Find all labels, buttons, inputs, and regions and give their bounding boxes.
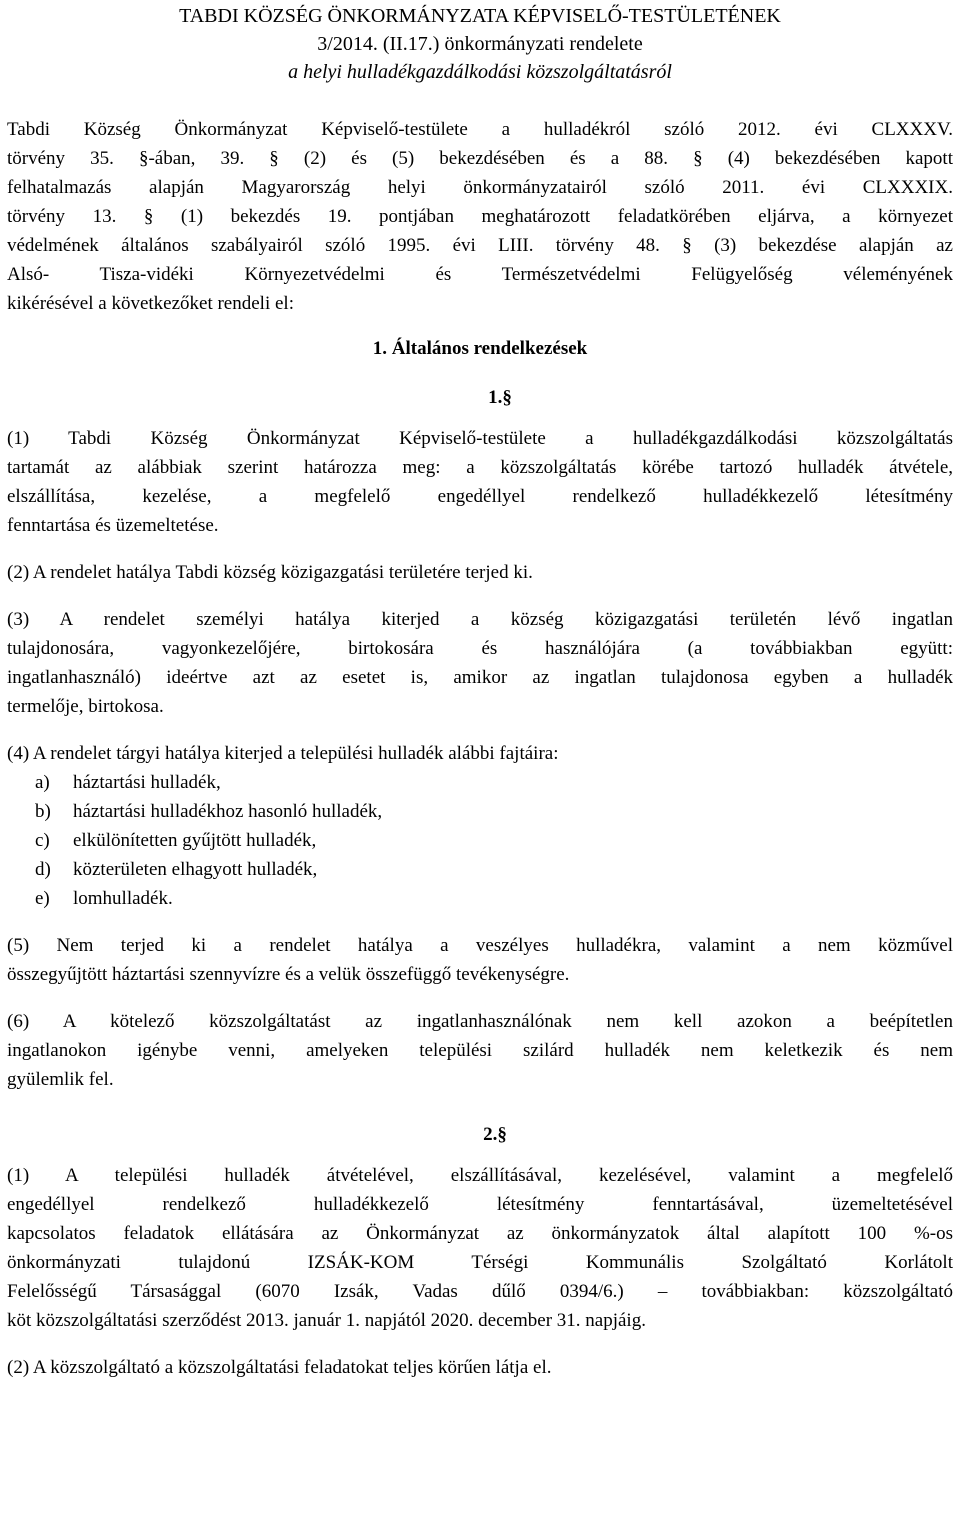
text-line: Tabdi Község Önkormányzat Képviselő-testülete a hulladékról szóló 2012. évi CLXXXV. — [7, 119, 953, 140]
list-item — [7, 884, 953, 913]
list-item — [7, 855, 953, 884]
section-2-paragraph-1 — [7, 1161, 953, 1335]
title-line-2: 3/2014. (II.17.) önkormányzati rendelete — [317, 33, 643, 55]
text-line: összegyűjtött háztartási szennyvízre és a velük összefüggő tevékenységre. — [7, 964, 570, 985]
text-line: Alsó- Tisza-vidéki Környezetvédelmi és Természetvédelmi Felügyelőség véleményének — [7, 264, 953, 285]
text-line: felhatalmazás alapján Magyarország helyi önkormányzatairól szóló 2011. évi CLXXXIX. — [7, 177, 953, 198]
list-item-text: háztartási hulladékhoz hasonló hulladék, — [73, 801, 383, 822]
text-line: (5) Nem terjed ki a rendelet hatálya a veszélyes hulladékra, valamint a nem közművel — [7, 935, 953, 956]
text-line: tartamát az alábbiak szerint határozza meg: a közszolgáltatás körébe tartozó hulladék átvétele, — [7, 457, 953, 478]
list-item — [7, 797, 953, 826]
text-line: (1) Tabdi Község Önkormányzat Képviselő-testülete a hulladékgazdálkodási közszolgáltatás — [7, 428, 953, 449]
text-line: (6) A kötelező közszolgáltatást az ingatlanhasználónak nem kell azokon a beépítetlen — [7, 1011, 953, 1032]
list-item-label: c) — [35, 830, 50, 851]
list-item-label: e) — [35, 888, 50, 909]
section-2-paragraph-2: (2) A közszolgáltató a közszolgáltatási feladatokat teljes körűen látja el. — [7, 1357, 552, 1378]
text-line: (3) A rendelet személyi hatálya kiterjed a község közigazgatási területén lévő ingatlan — [7, 609, 953, 630]
list-item-text: közterületen elhagyott hulladék, — [73, 859, 318, 880]
section-1-paragraph-3 — [7, 605, 953, 721]
text-line: önkormányzati tulajdonú IZSÁK-KOM Térségi Kommunális Szolgáltató Korlátolt — [7, 1252, 953, 1273]
list-item — [7, 768, 953, 797]
section-1-number: 1.§ — [488, 387, 512, 408]
section-2-number: 2.§ — [483, 1124, 507, 1145]
list-item-text: elkülönítetten gyűjtött hulladék, — [73, 830, 317, 851]
list-item-text: lomhulladék. — [73, 888, 173, 909]
text-line: Felelősségű Társasággal (6070 Izsák, Vadas dűlő 0394/6.) – továbbiakban: közszolgáltató — [7, 1281, 953, 1302]
section-1-paragraph-2: (2) A rendelet hatálya Tabdi község közigazgatási területére terjed ki. — [7, 562, 533, 583]
text-line: termelője, birtokosa. — [7, 696, 164, 717]
waste-type-list — [7, 768, 953, 913]
section-1-paragraph-5 — [7, 931, 953, 989]
text-line: fenntartása és üzemeltetése. — [7, 515, 219, 536]
section-1-paragraph-4: (4) A rendelet tárgyi hatálya kiterjed a települési hulladék alábbi fajtáira: — [7, 743, 559, 764]
chapter-heading: 1. Általános rendelkezések — [372, 338, 588, 359]
text-line: kikérésével a következőket rendeli el: — [7, 293, 294, 314]
text-line: tulajdonosára, vagyonkezelőjére, birtokosára és használójára (a továbbiakban együtt: — [7, 638, 953, 659]
title-line-1: TABDI KÖZSÉG ÖNKORMÁNYZATA KÉPVISELŐ-TESTÜLETÉNEK — [179, 5, 781, 27]
text-line: elszállítása, kezelése, a megfelelő engedéllyel rendelkező hulladékkezelő létesítmény — [7, 486, 953, 507]
text-line: engedéllyel rendelkező hulladékkezelő létesítmény fenntartásával, üzemeltetésével — [7, 1194, 953, 1215]
list-item — [7, 826, 953, 855]
text-line: (1) A települési hulladék átvételével, elszállításával, kezelésével, valamint a megfelelő — [7, 1165, 953, 1186]
list-item-label: a) — [35, 772, 50, 793]
list-item-text: háztartási hulladék, — [73, 772, 221, 793]
list-item-label: b) — [35, 801, 51, 822]
text-line: törvény 35. §-ában, 39. § (2) és (5) bekezdésében és a 88. § (4) bekezdésében kapott — [7, 148, 953, 169]
section-1-paragraph-1 — [7, 424, 953, 540]
text-line: ingatlanokon igénybe venni, amelyeken települési szilárd hulladék nem keletkezik és nem — [7, 1040, 953, 1061]
text-line: köt közszolgáltatási szerződést 2013. január 1. napjától 2020. december 31. napjáig. — [7, 1310, 646, 1331]
text-line: védelmének általános szabályairól szóló 1995. évi LIII. törvény 48. § (3) bekezdése alapján az — [7, 235, 953, 256]
text-line: törvény 13. § (1) bekezdés 19. pontjában meghatározott feladatkörében eljárva, a környezet — [7, 206, 953, 227]
text-line: kapcsolatos feladatok ellátására az Önkormányzat az önkormányzatok által alapított 100 %-os — [7, 1223, 953, 1244]
preamble — [7, 115, 953, 318]
section-1-paragraph-6 — [7, 1007, 953, 1094]
text-line: ingatlanhasználó) ideértve azt az esetet is, amikor az ingatlan tulajdonosa egyben a hulladék — [7, 667, 953, 688]
text-line: gyülemlik fel. — [7, 1069, 114, 1090]
document-title — [7, 0, 953, 86]
title-line-3: a helyi hulladékgazdálkodási közszolgáltatásról — [288, 61, 672, 83]
list-item-label: d) — [35, 859, 51, 880]
